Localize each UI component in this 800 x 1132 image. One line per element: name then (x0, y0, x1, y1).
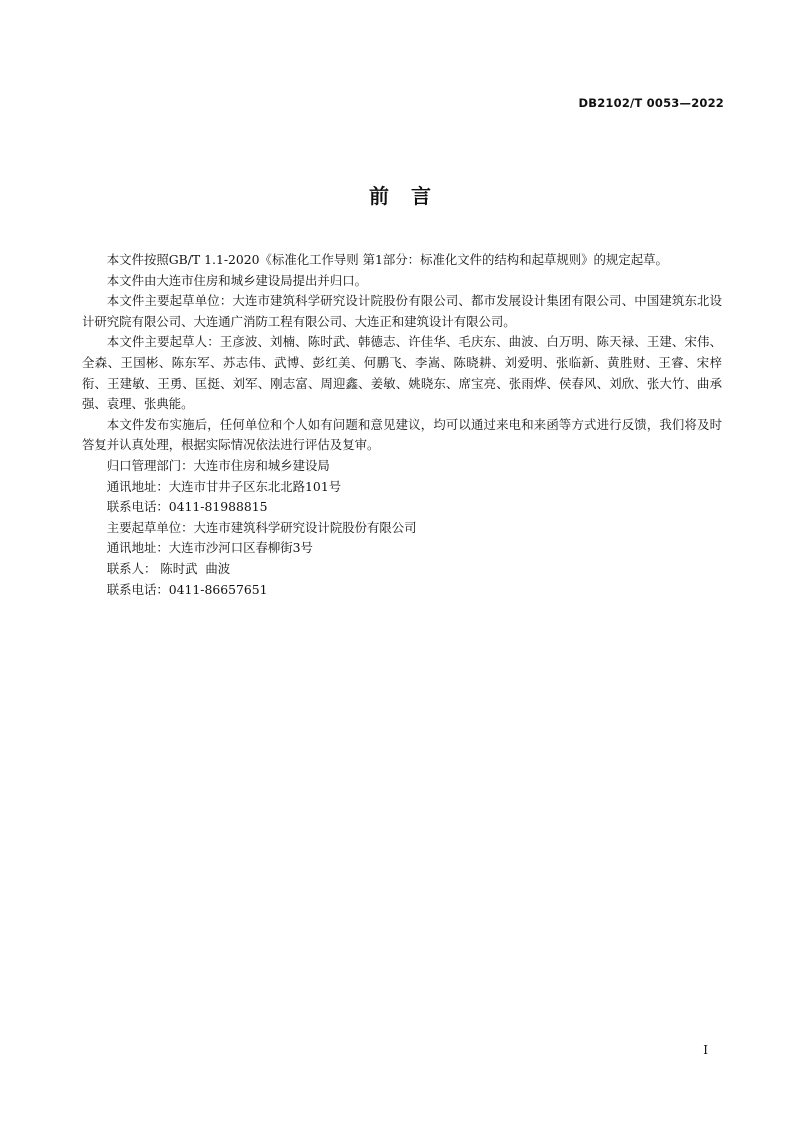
paragraph-feedback: 本文件发布实施后，任何单位和个人如有问题和意见建议，均可以通过来电和来函等方式进行反馈，我们将及时答复并认真处理，根据实际情况依法进行评估及复审。 (82, 416, 722, 453)
paragraph-contact-person: 联系人： 陈时武 曲波 (106, 560, 231, 576)
paragraph-drafters: 本文件主要起草人：王彦波、刘楠、陈时武、韩德志、许佳华、毛庆东、曲波、白万明、陈天禄、王建、宋伟、全森、王国彬、陈东军、苏志伟、武博、彭红美、何鹏飞、李嵩、陈晓耕、刘爱明、张临新、黄胜财、王睿、宋梓衔、王建敏、王勇、匡挺、刘军、刚志富、周迎鑫、姜敏、姚晓东、席宝亮、张雨烨、侯春风、刘欣、张大竹、曲承强、袁理、张典能。 (82, 334, 722, 412)
paragraph-phone-2: 联系电话：0411-86657651 (106, 581, 268, 597)
paragraph-proposer: 本文件由大连市住房和城乡建设局提出并归口。 (106, 272, 367, 288)
paragraph-management-dept: 归口管理部门：大连市住房和城乡建设局 (106, 457, 330, 473)
paragraph-phone-1: 联系电话：0411-81988815 (106, 499, 268, 515)
page-number: I (703, 1043, 708, 1057)
document-code: DB2102/T 0053—2022 (578, 96, 724, 110)
paragraph-standard-basis: 本文件按照GB/T 1.1-2020《标准化工作导则 第1部分：标准化文件的结构和起草规则》的规定起草。 (106, 252, 668, 267)
paragraph-address-2: 通讯地址：大连市沙河口区春柳街3号 (106, 540, 313, 556)
paragraph-main-drafting-unit: 主要起草单位：大连市建筑科学研究设计院股份有限公司 (106, 519, 417, 535)
paragraph-drafting-units: 本文件主要起草单位：大连市建筑科学研究设计院股份有限公司、都市发展设计集团有限公司、中国建筑东北设计研究院有限公司、大连通广消防工程有限公司、大连正和建筑设计有限公司。 (82, 293, 722, 329)
preface-body (82, 250, 722, 600)
paragraph-address-1: 通讯地址：大连市甘井子区东北北路101号 (106, 478, 342, 494)
page-title: 前言 (369, 184, 453, 208)
